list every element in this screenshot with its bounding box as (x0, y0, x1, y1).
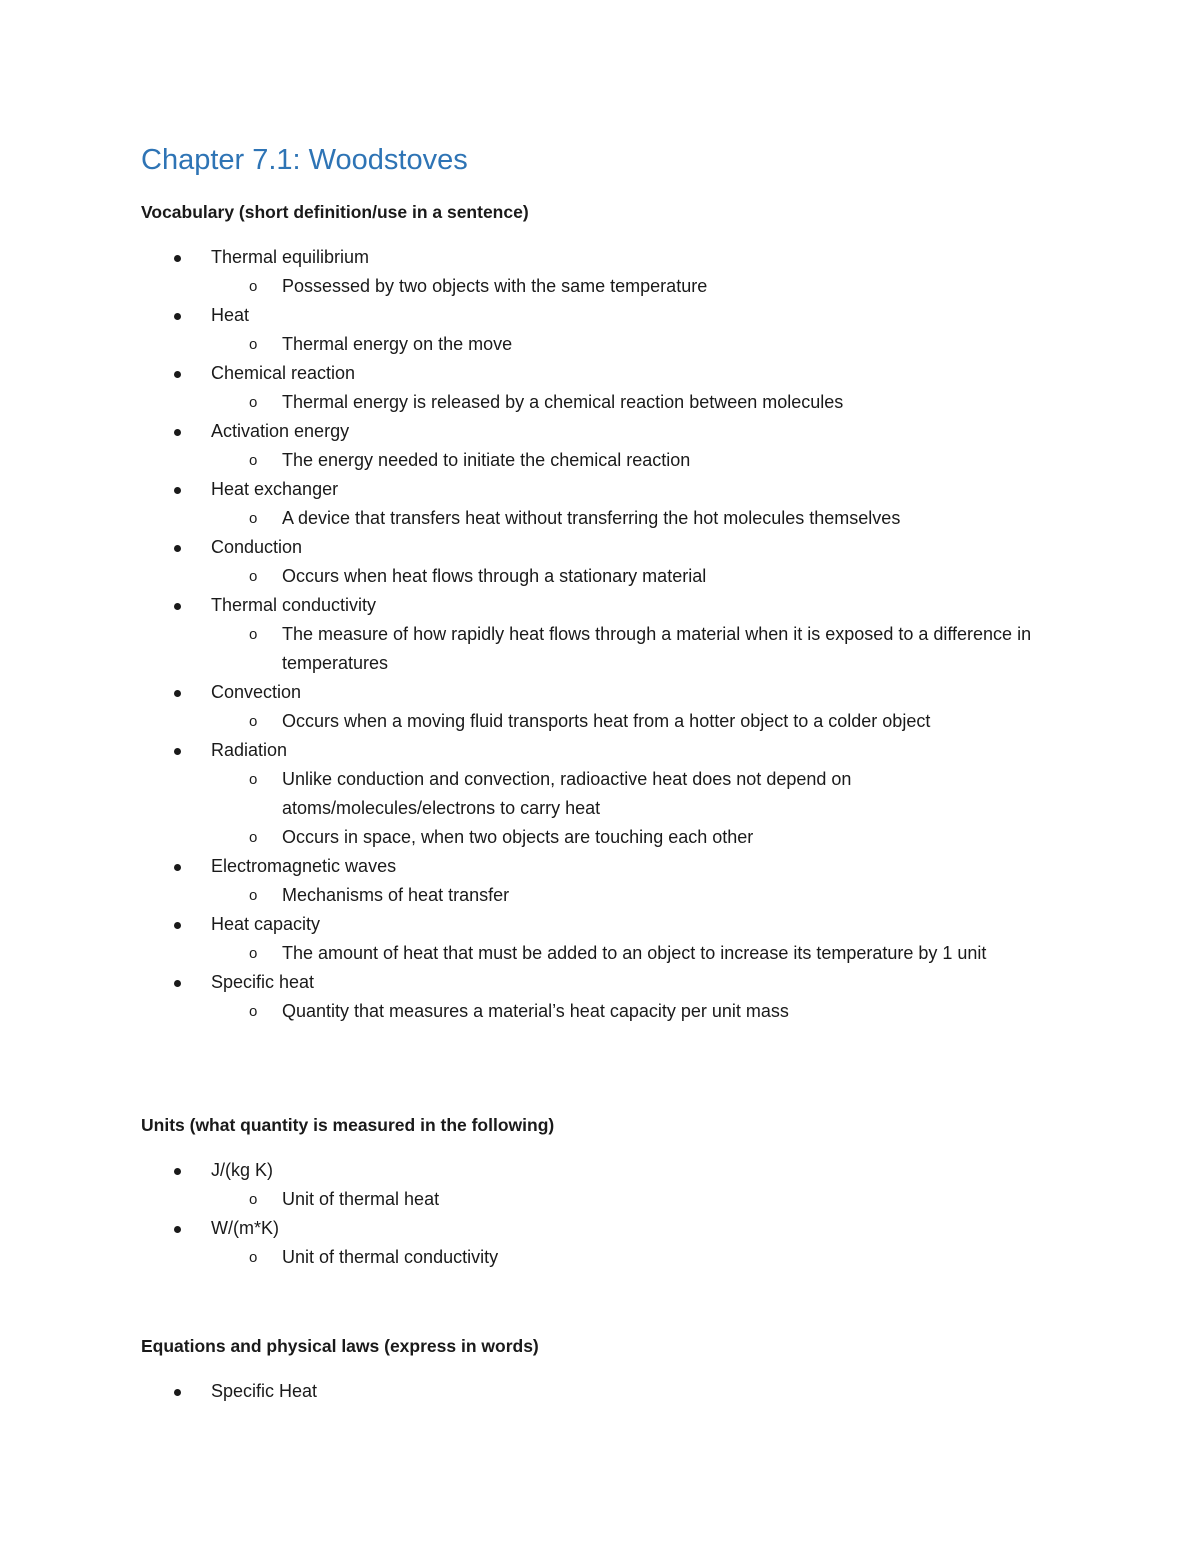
definition-item (0, 765, 1042, 823)
term-label: Heat capacity (211, 914, 321, 934)
definition-item (0, 562, 1042, 591)
bullet-icon (171, 243, 183, 272)
definition-item (0, 1185, 1042, 1214)
definition-text: The energy needed to initiate the chemical reaction (282, 450, 691, 470)
bullet-icon (171, 359, 183, 388)
list-item (0, 417, 1200, 475)
vocabulary-heading: Vocabulary (short definition/use in a sentence) (141, 202, 529, 222)
bullet-icon (171, 533, 183, 562)
definition-text: Occurs in space, when two objects are touching each other (282, 827, 754, 847)
term-label: Heat exchanger (211, 479, 339, 499)
units-list (0, 1156, 1200, 1272)
bullet-icon (171, 678, 183, 707)
definition-item (0, 272, 1042, 301)
sub-bullet-icon: o (249, 336, 258, 353)
list-item (0, 359, 1200, 417)
definition-item (0, 823, 1042, 852)
term-label: W/(m*K) (211, 1218, 279, 1238)
definition-list (0, 620, 1200, 678)
term-line (0, 1156, 1200, 1185)
definition-item (0, 504, 1042, 533)
definition-list (0, 939, 1200, 968)
term-label: Thermal conductivity (211, 595, 377, 615)
bullet-icon (171, 475, 183, 504)
sub-bullet-icon: o (249, 394, 258, 411)
sub-bullet-icon: o (249, 568, 258, 585)
bullet-icon (171, 417, 183, 446)
definition-text: The measure of how rapidly heat flows through a material when it is exposed to a difference in temperatures (282, 624, 1032, 673)
term-line (0, 591, 1200, 620)
term-label: Convection (211, 682, 302, 702)
definition-list (0, 881, 1200, 910)
term-label: J/(kg K) (211, 1160, 274, 1180)
definition-list (0, 446, 1200, 475)
definition-list (0, 504, 1200, 533)
list-item (0, 243, 1200, 301)
term-line (0, 968, 1200, 997)
definition-text: Possessed by two objects with the same temperature (282, 276, 708, 296)
list-item (0, 910, 1200, 968)
definition-text: Thermal energy is released by a chemical reaction between molecules (282, 392, 844, 412)
sub-bullet-icon: o (249, 510, 258, 527)
definition-item (0, 1243, 1042, 1272)
sub-bullet-icon: o (249, 771, 258, 788)
term-label: Chemical reaction (211, 363, 356, 383)
definition-list (0, 707, 1200, 736)
definition-text: Unit of thermal conductivity (282, 1247, 499, 1267)
definition-list (0, 1185, 1200, 1214)
bullet-icon (171, 1377, 183, 1406)
term-line (0, 533, 1200, 562)
bullet-icon (171, 301, 183, 330)
units-heading: Units (what quantity is measured in the following) (141, 1115, 555, 1135)
list-item (0, 678, 1200, 736)
term-label: Activation energy (211, 421, 350, 441)
equations-list (0, 1377, 1200, 1406)
term-label: Conduction (211, 537, 303, 557)
bullet-icon (171, 736, 183, 765)
definition-item (0, 881, 1042, 910)
definition-text: Unlike conduction and convection, radioactive heat does not depend on atoms/molecules/electrons to carry heat (282, 769, 852, 818)
definition-list (0, 272, 1200, 301)
definition-list (0, 765, 1200, 852)
sub-bullet-icon: o (249, 1191, 258, 1208)
term-line (0, 1214, 1200, 1243)
term-line (0, 475, 1200, 504)
term-line (0, 301, 1200, 330)
list-item (0, 1214, 1200, 1272)
term-line (0, 359, 1200, 388)
list-item (0, 968, 1200, 1026)
definition-text: Unit of thermal heat (282, 1189, 440, 1209)
sub-bullet-icon: o (249, 829, 258, 846)
term-line (0, 736, 1200, 765)
term-label: Radiation (211, 740, 288, 760)
term-line (0, 417, 1200, 446)
list-item (0, 533, 1200, 591)
vocabulary-list (0, 243, 1200, 1026)
definition-text: Occurs when a moving fluid transports heat from a hotter object to a colder object (282, 711, 931, 731)
list-item (0, 852, 1200, 910)
list-item (0, 1156, 1200, 1214)
term-line (0, 910, 1200, 939)
term-line (0, 678, 1200, 707)
term-label: Electromagnetic waves (211, 856, 397, 876)
sub-bullet-icon: o (249, 713, 258, 730)
term-label: Heat (211, 305, 250, 325)
sub-bullet-icon: o (249, 626, 258, 643)
definition-item (0, 997, 1042, 1026)
term-label: Thermal equilibrium (211, 247, 370, 267)
definition-list (0, 1243, 1200, 1272)
definition-item (0, 330, 1042, 359)
term-label: Specific heat (211, 972, 315, 992)
bullet-icon (171, 968, 183, 997)
definition-list (0, 562, 1200, 591)
term-line (0, 852, 1200, 881)
definition-text: Quantity that measures a material’s heat capacity per unit mass (282, 1001, 789, 1021)
definition-item (0, 388, 1042, 417)
bullet-icon (171, 910, 183, 939)
bullet-icon (171, 1214, 183, 1243)
definition-item (0, 939, 1042, 968)
bullet-icon (171, 1156, 183, 1185)
term-line (0, 1377, 1200, 1406)
page-title: Chapter 7.1: Woodstoves (141, 144, 468, 176)
list-item (0, 301, 1200, 359)
term-line (0, 243, 1200, 272)
definition-text: A device that transfers heat without transferring the hot molecules themselves (282, 508, 901, 528)
sub-bullet-icon: o (249, 887, 258, 904)
definition-text: Occurs when heat flows through a stationary material (282, 566, 707, 586)
sub-bullet-icon: o (249, 452, 258, 469)
definition-item (0, 707, 1042, 736)
list-item (0, 591, 1200, 678)
sub-bullet-icon: o (249, 278, 258, 295)
definition-list (0, 997, 1200, 1026)
list-item (0, 475, 1200, 533)
list-item (0, 1377, 1200, 1406)
definition-list (0, 330, 1200, 359)
sub-bullet-icon: o (249, 1003, 258, 1020)
bullet-icon (171, 591, 183, 620)
definition-text: Mechanisms of heat transfer (282, 885, 510, 905)
definition-list (0, 388, 1200, 417)
sub-bullet-icon: o (249, 1249, 258, 1266)
term-label: Specific Heat (211, 1381, 318, 1401)
definition-text: Thermal energy on the move (282, 334, 513, 354)
equations-heading: Equations and physical laws (express in words) (141, 1336, 539, 1356)
definition-item (0, 620, 1042, 678)
list-item (0, 736, 1200, 852)
definition-text: The amount of heat that must be added to an object to increase its temperature by 1 unit (282, 943, 987, 963)
sub-bullet-icon: o (249, 945, 258, 962)
bullet-icon (171, 852, 183, 881)
definition-item (0, 446, 1042, 475)
